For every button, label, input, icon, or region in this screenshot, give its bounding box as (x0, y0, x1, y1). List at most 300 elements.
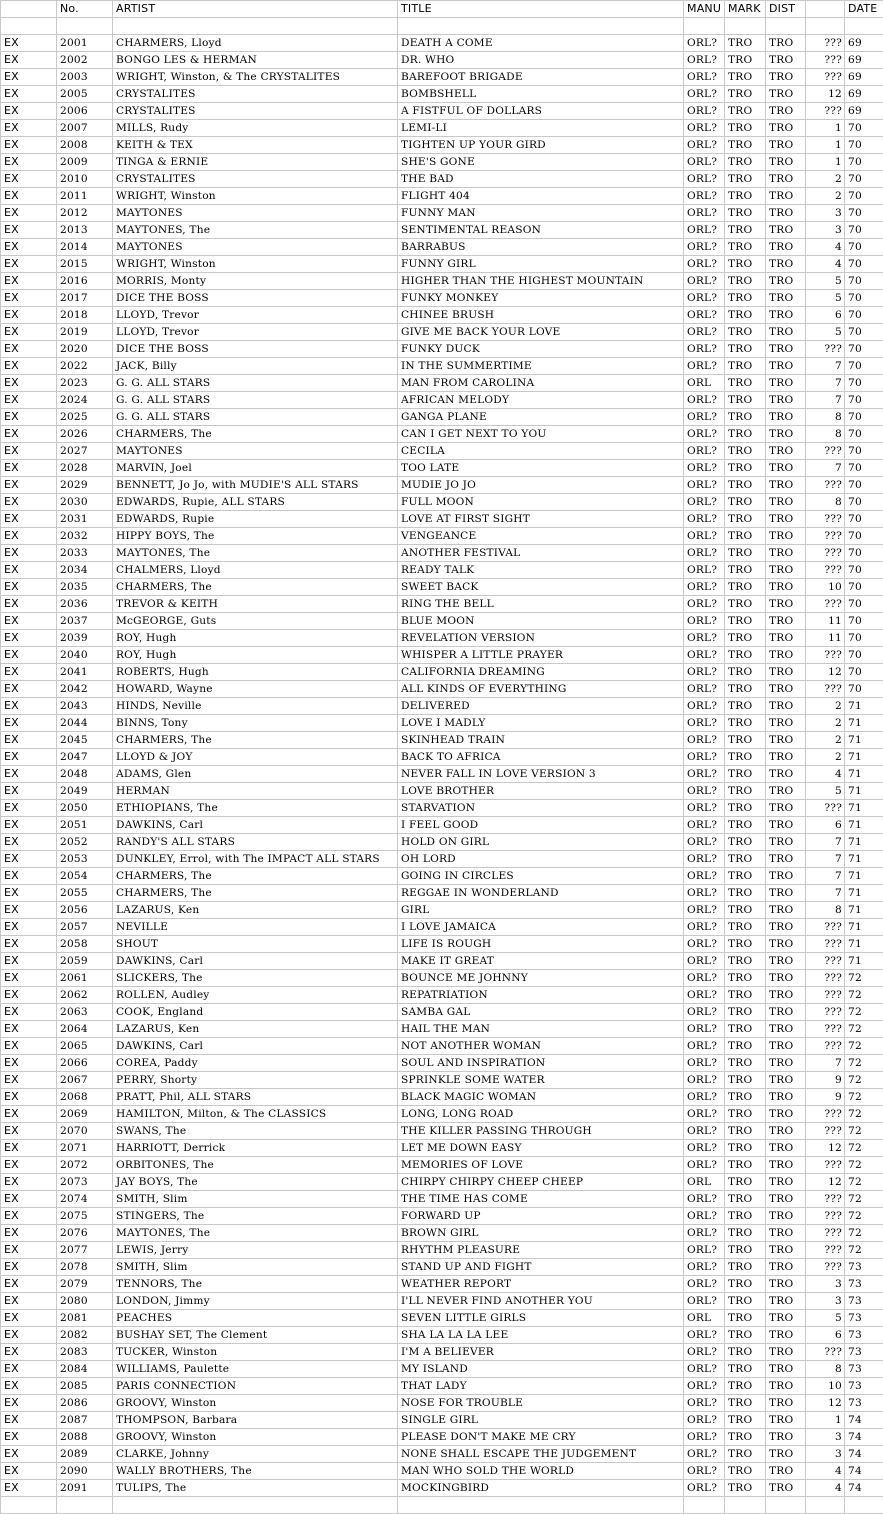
date-cell: 70 (845, 562, 883, 579)
number-cell: 2072 (57, 1157, 113, 1174)
artist-cell: NEVILLE (113, 919, 398, 936)
month-cell: 1 (806, 120, 845, 137)
mark-cell: TRO (725, 256, 766, 273)
manu-cell: ORL? (684, 681, 725, 698)
artist-cell: HINDS, Neville (113, 698, 398, 715)
mark-cell: TRO (725, 154, 766, 171)
number-cell: 2054 (57, 868, 113, 885)
title-cell: VENGEANCE (398, 528, 684, 545)
artist-cell: COOK, England (113, 1004, 398, 1021)
title-cell: RING THE BELL (398, 596, 684, 613)
number-cell: 2089 (57, 1446, 113, 1463)
dist-cell: TRO (766, 970, 806, 987)
manu-cell: ORL? (684, 1395, 725, 1412)
number-cell: 2079 (57, 1276, 113, 1293)
artist-cell: BENNETT, Jo Jo, with MUDIE'S ALL STARS (113, 477, 398, 494)
number-cell: 2049 (57, 783, 113, 800)
header-cell-prefix (1, 1, 57, 18)
dist-cell: TRO (766, 375, 806, 392)
prefix-cell: EX (1, 239, 57, 256)
manu-cell: ORL? (684, 630, 725, 647)
title-cell: BLUE MOON (398, 613, 684, 630)
table-row (1, 443, 883, 460)
manu-cell: ORL? (684, 1089, 725, 1106)
month-cell: ??? (806, 69, 845, 86)
date-cell: 71 (845, 936, 883, 953)
dist-cell: TRO (766, 341, 806, 358)
date-cell: 72 (845, 1208, 883, 1225)
date-cell: 69 (845, 52, 883, 69)
mark-cell: TRO (725, 1344, 766, 1361)
header-row (1, 1, 883, 18)
table-row (1, 103, 883, 120)
artist-cell: G. G. ALL STARS (113, 409, 398, 426)
prefix-cell: EX (1, 732, 57, 749)
blank-cell (113, 1497, 398, 1514)
prefix-cell: EX (1, 137, 57, 154)
number-cell: 2078 (57, 1259, 113, 1276)
title-cell: WHISPER A LITTLE PRAYER (398, 647, 684, 664)
month-cell: ??? (806, 562, 845, 579)
blank-cell (806, 1497, 845, 1514)
manu-cell: ORL? (684, 528, 725, 545)
title-cell: FLIGHT 404 (398, 188, 684, 205)
number-cell: 2076 (57, 1225, 113, 1242)
prefix-cell: EX (1, 902, 57, 919)
artist-cell: ROY, Hugh (113, 630, 398, 647)
prefix-cell: EX (1, 443, 57, 460)
dist-cell: TRO (766, 647, 806, 664)
table-row (1, 1361, 883, 1378)
manu-cell: ORL? (684, 1140, 725, 1157)
table-row (1, 1259, 883, 1276)
artist-cell: DAWKINS, Carl (113, 817, 398, 834)
table-row (1, 1480, 883, 1497)
title-cell: GANGA PLANE (398, 409, 684, 426)
date-cell: 72 (845, 1140, 883, 1157)
table-row (1, 987, 883, 1004)
month-cell: 3 (806, 222, 845, 239)
mark-cell: TRO (725, 664, 766, 681)
artist-cell: TENNORS, The (113, 1276, 398, 1293)
table-row (1, 1208, 883, 1225)
manu-cell: ORL? (684, 1123, 725, 1140)
manu-cell: ORL? (684, 494, 725, 511)
blank-cell (1, 1497, 57, 1514)
title-cell: CHINEE BRUSH (398, 307, 684, 324)
manu-cell: ORL? (684, 783, 725, 800)
date-cell: 70 (845, 358, 883, 375)
manu-cell: ORL? (684, 1480, 725, 1497)
month-cell: ??? (806, 528, 845, 545)
table-row (1, 800, 883, 817)
month-cell: 7 (806, 885, 845, 902)
manu-cell: ORL? (684, 1446, 725, 1463)
mark-cell: TRO (725, 868, 766, 885)
mark-cell: TRO (725, 460, 766, 477)
month-cell: 3 (806, 1276, 845, 1293)
dist-cell: TRO (766, 1106, 806, 1123)
date-cell: 72 (845, 1021, 883, 1038)
prefix-cell: EX (1, 1225, 57, 1242)
prefix-cell: EX (1, 460, 57, 477)
prefix-cell: EX (1, 358, 57, 375)
artist-cell: CLARKE, Johnny (113, 1446, 398, 1463)
mark-cell: TRO (725, 766, 766, 783)
artist-cell: CHALMERS, Lloyd (113, 562, 398, 579)
number-cell: 2010 (57, 171, 113, 188)
date-cell: 71 (845, 817, 883, 834)
mark-cell: TRO (725, 851, 766, 868)
artist-cell: COREA, Paddy (113, 1055, 398, 1072)
dist-cell: TRO (766, 1446, 806, 1463)
date-cell: 74 (845, 1429, 883, 1446)
prefix-cell: EX (1, 783, 57, 800)
manu-cell: ORL? (684, 154, 725, 171)
artist-cell: ETHIOPIANS, The (113, 800, 398, 817)
dist-cell: TRO (766, 511, 806, 528)
dist-cell: TRO (766, 1378, 806, 1395)
blank-cell (766, 1497, 806, 1514)
date-cell: 70 (845, 647, 883, 664)
number-cell: 2051 (57, 817, 113, 834)
month-cell: ??? (806, 511, 845, 528)
header-cell-number: No. (57, 1, 113, 18)
mark-cell: TRO (725, 1208, 766, 1225)
manu-cell: ORL? (684, 1072, 725, 1089)
manu-cell: ORL? (684, 1055, 725, 1072)
date-cell: 73 (845, 1259, 883, 1276)
table-row (1, 409, 883, 426)
mark-cell: TRO (725, 324, 766, 341)
blank-row-top (1, 18, 883, 35)
prefix-cell: EX (1, 528, 57, 545)
prefix-cell: EX (1, 375, 57, 392)
dist-cell: TRO (766, 1055, 806, 1072)
number-cell: 2009 (57, 154, 113, 171)
number-cell: 2040 (57, 647, 113, 664)
table-row (1, 120, 883, 137)
number-cell: 2017 (57, 290, 113, 307)
table-row (1, 1446, 883, 1463)
title-cell: A FISTFUL OF DOLLARS (398, 103, 684, 120)
number-cell: 2041 (57, 664, 113, 681)
month-cell: 12 (806, 1140, 845, 1157)
title-cell: CHIRPY CHIRPY CHEEP CHEEP (398, 1174, 684, 1191)
header-cell-artist: ARTIST (113, 1, 398, 18)
prefix-cell: EX (1, 1463, 57, 1480)
manu-cell: ORL? (684, 1157, 725, 1174)
dist-cell: TRO (766, 1208, 806, 1225)
number-cell: 2053 (57, 851, 113, 868)
manu-cell: ORL? (684, 256, 725, 273)
artist-cell: LLOYD, Trevor (113, 324, 398, 341)
prefix-cell: EX (1, 885, 57, 902)
number-cell: 2062 (57, 987, 113, 1004)
dist-cell: TRO (766, 1395, 806, 1412)
manu-cell: ORL? (684, 137, 725, 154)
manu-cell: ORL? (684, 732, 725, 749)
dist-cell: TRO (766, 222, 806, 239)
prefix-cell: EX (1, 1106, 57, 1123)
artist-cell: DUNKLEY, Errol, with The IMPACT ALL STARS (113, 851, 398, 868)
dist-cell: TRO (766, 545, 806, 562)
dist-cell: TRO (766, 120, 806, 137)
title-cell: STAND UP AND FIGHT (398, 1259, 684, 1276)
blank-cell (845, 18, 883, 35)
title-cell: SAMBA GAL (398, 1004, 684, 1021)
mark-cell: TRO (725, 647, 766, 664)
table-row (1, 392, 883, 409)
dist-cell: TRO (766, 358, 806, 375)
table-row (1, 1038, 883, 1055)
artist-cell: CHARMERS, Lloyd (113, 35, 398, 52)
date-cell: 72 (845, 1157, 883, 1174)
dist-cell: TRO (766, 1157, 806, 1174)
prefix-cell: EX (1, 1055, 57, 1072)
table-row (1, 188, 883, 205)
manu-cell: ORL? (684, 987, 725, 1004)
month-cell: ??? (806, 1191, 845, 1208)
prefix-cell: EX (1, 1123, 57, 1140)
manu-cell: ORL? (684, 1327, 725, 1344)
artist-cell: CHARMERS, The (113, 868, 398, 885)
month-cell: 4 (806, 256, 845, 273)
title-cell: FUNKY MONKEY (398, 290, 684, 307)
manu-cell: ORL? (684, 749, 725, 766)
mark-cell: TRO (725, 443, 766, 460)
manu-cell: ORL? (684, 358, 725, 375)
table-row (1, 511, 883, 528)
artist-cell: ROLLEN, Audley (113, 987, 398, 1004)
mark-cell: TRO (725, 800, 766, 817)
manu-cell: ORL? (684, 1463, 725, 1480)
artist-cell: DAWKINS, Carl (113, 953, 398, 970)
table-row (1, 1055, 883, 1072)
table-row (1, 1327, 883, 1344)
dist-cell: TRO (766, 1174, 806, 1191)
dist-cell: TRO (766, 460, 806, 477)
number-cell: 2047 (57, 749, 113, 766)
month-cell: ??? (806, 52, 845, 69)
title-cell: I'LL NEVER FIND ANOTHER YOU (398, 1293, 684, 1310)
number-cell: 2037 (57, 613, 113, 630)
date-cell: 72 (845, 1242, 883, 1259)
number-cell: 2039 (57, 630, 113, 647)
title-cell: RHYTHM PLEASURE (398, 1242, 684, 1259)
manu-cell: ORL? (684, 562, 725, 579)
table-row (1, 1089, 883, 1106)
month-cell: 8 (806, 1361, 845, 1378)
table-row (1, 545, 883, 562)
number-cell: 2045 (57, 732, 113, 749)
month-cell: 9 (806, 1072, 845, 1089)
month-cell: 6 (806, 817, 845, 834)
table-row (1, 375, 883, 392)
header-cell-title: TITLE (398, 1, 684, 18)
month-cell: 3 (806, 1429, 845, 1446)
manu-cell: ORL? (684, 953, 725, 970)
mark-cell: TRO (725, 494, 766, 511)
number-cell: 2048 (57, 766, 113, 783)
number-cell: 2016 (57, 273, 113, 290)
header-cell-dist: DIST (766, 1, 806, 18)
month-cell: 5 (806, 1310, 845, 1327)
mark-cell: TRO (725, 1140, 766, 1157)
title-cell: BLACK MAGIC WOMAN (398, 1089, 684, 1106)
artist-cell: ADAMS, Glen (113, 766, 398, 783)
mark-cell: TRO (725, 630, 766, 647)
artist-cell: DAWKINS, Carl (113, 1038, 398, 1055)
manu-cell: ORL? (684, 1021, 725, 1038)
date-cell: 73 (845, 1395, 883, 1412)
mark-cell: TRO (725, 1038, 766, 1055)
date-cell: 72 (845, 1072, 883, 1089)
dist-cell: TRO (766, 1276, 806, 1293)
table-row (1, 1463, 883, 1480)
dist-cell: TRO (766, 443, 806, 460)
table-row (1, 698, 883, 715)
artist-cell: CRYSTALITES (113, 171, 398, 188)
artist-cell: MORRIS, Monty (113, 273, 398, 290)
table-row (1, 817, 883, 834)
number-cell: 2002 (57, 52, 113, 69)
month-cell: ??? (806, 103, 845, 120)
dist-cell: TRO (766, 1021, 806, 1038)
month-cell: 8 (806, 494, 845, 511)
manu-cell: ORL? (684, 324, 725, 341)
prefix-cell: EX (1, 392, 57, 409)
mark-cell: TRO (725, 120, 766, 137)
blank-row-bottom (1, 1497, 883, 1514)
mark-cell: TRO (725, 681, 766, 698)
mark-cell: TRO (725, 205, 766, 222)
table-row (1, 290, 883, 307)
artist-cell: LLOYD & JOY (113, 749, 398, 766)
date-cell: 74 (845, 1480, 883, 1497)
month-cell: ??? (806, 1123, 845, 1140)
number-cell: 2032 (57, 528, 113, 545)
artist-cell: PRATT, Phil, ALL STARS (113, 1089, 398, 1106)
prefix-cell: EX (1, 1191, 57, 1208)
month-cell: 6 (806, 1327, 845, 1344)
date-cell: 70 (845, 290, 883, 307)
month-cell: 7 (806, 851, 845, 868)
table-row (1, 1412, 883, 1429)
date-cell: 73 (845, 1378, 883, 1395)
month-cell: 2 (806, 171, 845, 188)
manu-cell: ORL? (684, 970, 725, 987)
number-cell: 2019 (57, 324, 113, 341)
prefix-cell: EX (1, 426, 57, 443)
number-cell: 2057 (57, 919, 113, 936)
header-cell-mark: MARK (725, 1, 766, 18)
title-cell: MOCKINGBIRD (398, 1480, 684, 1497)
mark-cell: TRO (725, 1106, 766, 1123)
title-cell: NONE SHALL ESCAPE THE JUDGEMENT (398, 1446, 684, 1463)
artist-cell: TULIPS, The (113, 1480, 398, 1497)
prefix-cell: EX (1, 1293, 57, 1310)
dist-cell: TRO (766, 324, 806, 341)
title-cell: CECILA (398, 443, 684, 460)
manu-cell: ORL? (684, 1276, 725, 1293)
table-row (1, 1140, 883, 1157)
date-cell: 71 (845, 902, 883, 919)
manu-cell: ORL? (684, 817, 725, 834)
prefix-cell: EX (1, 1208, 57, 1225)
date-cell: 70 (845, 222, 883, 239)
artist-cell: WRIGHT, Winston (113, 188, 398, 205)
month-cell: 11 (806, 630, 845, 647)
number-cell: 2068 (57, 1089, 113, 1106)
title-cell: SINGLE GIRL (398, 1412, 684, 1429)
table-row (1, 579, 883, 596)
date-cell: 70 (845, 120, 883, 137)
artist-cell: THOMPSON, Barbara (113, 1412, 398, 1429)
number-cell: 2030 (57, 494, 113, 511)
number-cell: 2001 (57, 35, 113, 52)
date-cell: 70 (845, 545, 883, 562)
manu-cell: ORL? (684, 1004, 725, 1021)
title-cell: HOLD ON GIRL (398, 834, 684, 851)
dist-cell: TRO (766, 919, 806, 936)
table-row (1, 86, 883, 103)
date-cell: 72 (845, 1174, 883, 1191)
table-row (1, 256, 883, 273)
dist-cell: TRO (766, 1191, 806, 1208)
table-row (1, 1123, 883, 1140)
artist-cell: SMITH, Slim (113, 1259, 398, 1276)
date-cell: 72 (845, 1089, 883, 1106)
month-cell: 12 (806, 664, 845, 681)
month-cell: 9 (806, 1089, 845, 1106)
title-cell: SENTIMENTAL REASON (398, 222, 684, 239)
prefix-cell: EX (1, 1242, 57, 1259)
blank-cell (725, 1497, 766, 1514)
manu-cell: ORL? (684, 1038, 725, 1055)
number-cell: 2014 (57, 239, 113, 256)
dist-cell: TRO (766, 596, 806, 613)
table-row (1, 307, 883, 324)
manu-cell: ORL? (684, 1242, 725, 1259)
manu-cell: ORL? (684, 35, 725, 52)
title-cell: STARVATION (398, 800, 684, 817)
manu-cell: ORL? (684, 1293, 725, 1310)
artist-cell: BONGO LES & HERMAN (113, 52, 398, 69)
date-cell: 73 (845, 1310, 883, 1327)
manu-cell: ORL? (684, 698, 725, 715)
month-cell: ??? (806, 647, 845, 664)
prefix-cell: EX (1, 154, 57, 171)
prefix-cell: EX (1, 188, 57, 205)
month-cell: 10 (806, 1378, 845, 1395)
prefix-cell: EX (1, 596, 57, 613)
manu-cell: ORL? (684, 222, 725, 239)
manu-cell: ORL? (684, 885, 725, 902)
title-cell: GOING IN CIRCLES (398, 868, 684, 885)
month-cell: 12 (806, 86, 845, 103)
number-cell: 2042 (57, 681, 113, 698)
dist-cell: TRO (766, 171, 806, 188)
title-cell: WEATHER REPORT (398, 1276, 684, 1293)
date-cell: 70 (845, 681, 883, 698)
artist-cell: BUSHAY SET, The Clement (113, 1327, 398, 1344)
title-cell: I FEEL GOOD (398, 817, 684, 834)
mark-cell: TRO (725, 511, 766, 528)
month-cell: 2 (806, 715, 845, 732)
manu-cell: ORL? (684, 1191, 725, 1208)
dist-cell: TRO (766, 1259, 806, 1276)
